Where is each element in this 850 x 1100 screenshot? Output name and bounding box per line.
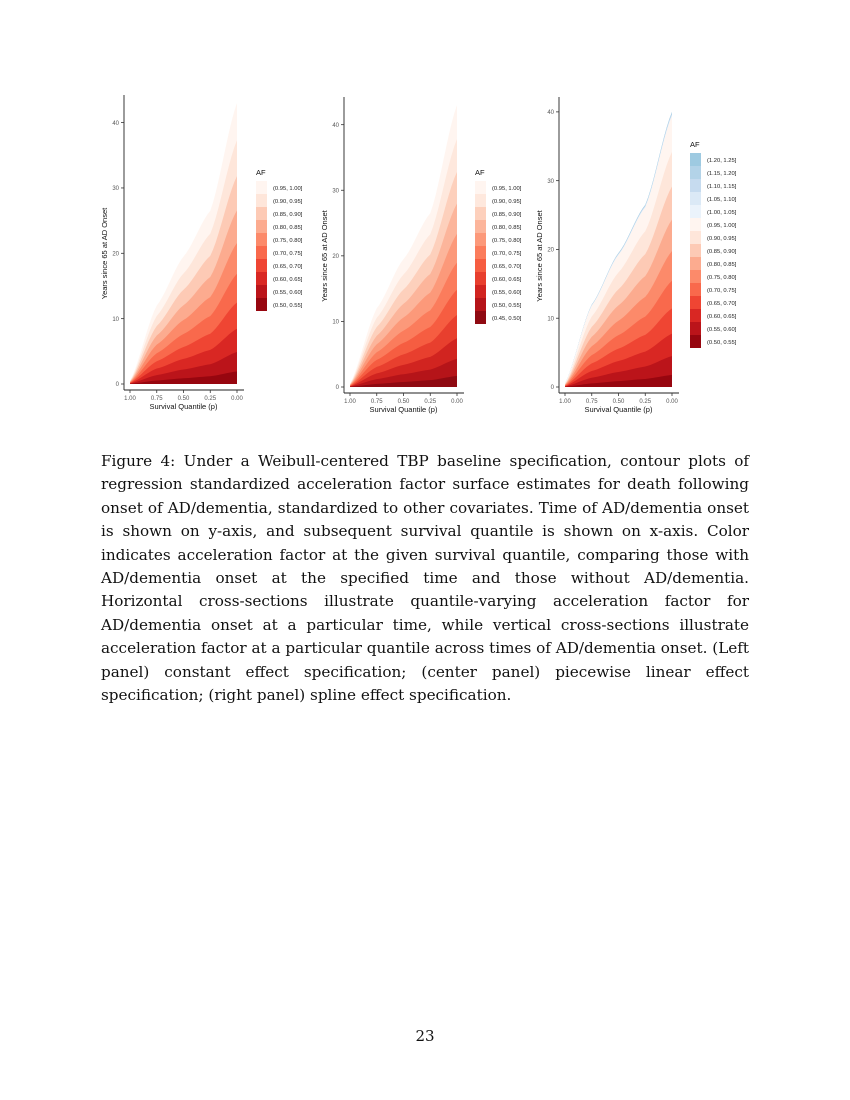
legend-label: (0.95, 1.00] (492, 185, 522, 192)
legend-label: (1.00, 1.05] (707, 209, 737, 216)
contour-bands (350, 105, 457, 387)
legend-swatch (690, 192, 701, 205)
x-tick-label: 0.75 (150, 396, 163, 402)
y-tick-label: 10 (112, 316, 119, 323)
legend-swatch (256, 207, 267, 220)
y-tick-label: 20 (547, 247, 554, 254)
legend-label: (0.55, 0.60] (492, 289, 522, 296)
page-number: 23 (415, 1027, 435, 1045)
legend-swatch (690, 179, 701, 192)
legend-label: (0.90, 0.95] (492, 198, 522, 205)
legend-swatch (690, 231, 701, 244)
legend-label: (0.50, 0.55] (707, 339, 737, 346)
y-tick-label: 0 (550, 385, 554, 392)
legend-swatch (475, 233, 486, 246)
x-tick-label: 0.00 (231, 396, 243, 402)
legend-swatch (690, 322, 701, 335)
x-tick-label: 0.25 (204, 396, 217, 402)
chart-left (95, 95, 310, 420)
legend (690, 140, 737, 348)
chart-right (535, 95, 755, 420)
x-tick-label: 0.25 (424, 399, 437, 405)
x-axis-title: Survival Quantile (p) (584, 405, 653, 414)
legend-label: (1.15, 1.20] (707, 170, 737, 177)
legend-label: (0.60, 0.65] (707, 313, 737, 320)
legend-swatch (475, 194, 486, 207)
legend-swatch (475, 298, 486, 311)
x-tick-label: 0.75 (585, 399, 598, 405)
y-tick-label: 40 (112, 120, 119, 127)
y-tick-label: 30 (112, 186, 119, 193)
legend-label: (0.65, 0.70] (273, 263, 303, 270)
legend-swatch (690, 153, 701, 166)
y-tick-label: 30 (547, 178, 554, 185)
legend-label: (0.85, 0.90] (492, 211, 522, 218)
legend-swatch (690, 166, 701, 179)
x-tick-label: 0.50 (612, 399, 625, 405)
legend-swatch (256, 194, 267, 207)
legend-label: (0.80, 0.85] (273, 224, 303, 231)
legend-swatch (475, 272, 486, 285)
legend-label: (0.55, 0.60] (707, 326, 737, 333)
legend-swatch (475, 181, 486, 194)
legend-swatch (690, 296, 701, 309)
x-tick-label: 0.75 (370, 399, 383, 405)
x-tick-label: 1.00 (344, 399, 356, 405)
legend-label: (0.45, 0.50] (492, 315, 522, 322)
legend-label: (0.50, 0.55] (492, 302, 522, 309)
left-panel (95, 95, 310, 425)
legend-label: (0.95, 1.00] (707, 222, 737, 229)
y-tick-label: 10 (332, 319, 339, 326)
legend-label: (1.05, 1.10] (707, 196, 737, 203)
x-tick-label: 1.00 (559, 399, 571, 405)
y-tick-label: 30 (332, 188, 339, 195)
legend-swatch (690, 335, 701, 348)
y-tick-label: 40 (332, 122, 339, 129)
x-tick-label: 0.25 (639, 399, 652, 405)
legend-swatch (690, 270, 701, 283)
legend-swatch (256, 181, 267, 194)
legend-title: AF (256, 168, 266, 177)
legend-swatch (256, 298, 267, 311)
legend-swatch (690, 218, 701, 231)
legend-label: (0.70, 0.75] (273, 250, 303, 257)
legend-label: (0.70, 0.75] (492, 250, 522, 257)
legend-label: (0.75, 0.80] (273, 237, 303, 244)
y-axis-title: Years since 65 at AD Onset (535, 210, 544, 302)
x-tick-label: 0.00 (666, 399, 678, 405)
legend-swatch (690, 257, 701, 270)
x-axis-title: Survival Quantile (p) (369, 405, 438, 414)
legend-swatch (690, 244, 701, 257)
x-tick-label: 0.00 (451, 399, 463, 405)
contour-bands (130, 103, 237, 384)
y-axis-title: Years since 65 at AD Onset (320, 210, 329, 302)
legend-swatch (256, 220, 267, 233)
legend-label: (0.80, 0.85] (492, 224, 522, 231)
legend-swatch (256, 285, 267, 298)
legend-label: (0.55, 0.60] (273, 289, 303, 296)
legend-label: (0.95, 1.00] (273, 185, 303, 192)
legend-label: (0.65, 0.70] (707, 300, 737, 307)
legend-label: (0.90, 0.95] (273, 198, 303, 205)
y-tick-label: 0 (335, 385, 339, 392)
legend-swatch (475, 246, 486, 259)
y-tick-label: 20 (332, 254, 339, 261)
legend-title: AF (475, 168, 485, 177)
contour-bands (565, 112, 672, 387)
legend-swatch (256, 259, 267, 272)
legend-label: (0.70, 0.75] (707, 287, 737, 294)
right-panel (535, 95, 755, 425)
legend-label: (0.60, 0.65] (492, 276, 522, 283)
y-tick-label: 0 (115, 382, 119, 389)
y-axis-title: Years since 65 at AD Onset (100, 207, 109, 300)
legend-swatch (690, 309, 701, 322)
legend-swatch (475, 311, 486, 324)
chart-center (315, 95, 530, 420)
legend-swatch (475, 207, 486, 220)
legend (256, 168, 303, 311)
x-tick-label: 0.50 (177, 396, 190, 402)
legend-label: (0.60, 0.65] (273, 276, 303, 283)
legend-swatch (475, 220, 486, 233)
legend-swatch (256, 233, 267, 246)
figure-4 (95, 95, 755, 420)
legend-label: (0.85, 0.90] (707, 248, 737, 255)
x-axis-title: Survival Quantile (p) (149, 402, 218, 411)
legend-label: (0.50, 0.55] (273, 302, 303, 309)
legend-label: (0.85, 0.90] (273, 211, 303, 218)
y-tick-label: 40 (547, 110, 554, 117)
legend-swatch (256, 272, 267, 285)
legend-label: (0.75, 0.80] (492, 237, 522, 244)
y-tick-label: 20 (112, 251, 119, 258)
legend-title: AF (690, 140, 700, 149)
legend-label: (0.90, 0.95] (707, 235, 737, 242)
legend-swatch (690, 283, 701, 296)
legend-label: (1.20, 1.25] (707, 157, 737, 164)
figure-caption: Figure 4: Under a Weibull-centered TBP baseline specification, contour plots of regression standardized acceleration factor surface estimates for death following onset of AD/dementia, standardized to other covariates. Time of AD/dementia onset is shown on y-axis, and subsequent survival quantile is shown on x-axis. Color indicates acceleration factor at the given survival quantile, comparing those with AD/dementia onset at the specified time and those without AD/dementia. Horizontal cross-sections illustrate quantile-varying acceleration factor for AD/dementia onset at a particular time, while vertical cross-sections illustrate acceleration factor at a particular quantile across times of AD/dementia onset. (Left panel) constant effect specification; (center panel) piecewise linear effect specification; (right panel) spline effect specification. (101, 452, 749, 705)
legend-swatch (475, 285, 486, 298)
legend-label: (0.80, 0.85] (707, 261, 737, 268)
legend-label: (1.10, 1.15] (707, 183, 737, 190)
legend (475, 168, 522, 324)
legend-label: (0.65, 0.70] (492, 263, 522, 270)
center-panel (315, 95, 530, 425)
legend-swatch (256, 246, 267, 259)
legend-label: (0.75, 0.80] (707, 274, 737, 281)
x-tick-label: 0.50 (397, 399, 410, 405)
legend-swatch (690, 205, 701, 218)
legend-swatch (475, 259, 486, 272)
y-tick-label: 10 (547, 316, 554, 323)
x-tick-label: 1.00 (124, 396, 136, 402)
